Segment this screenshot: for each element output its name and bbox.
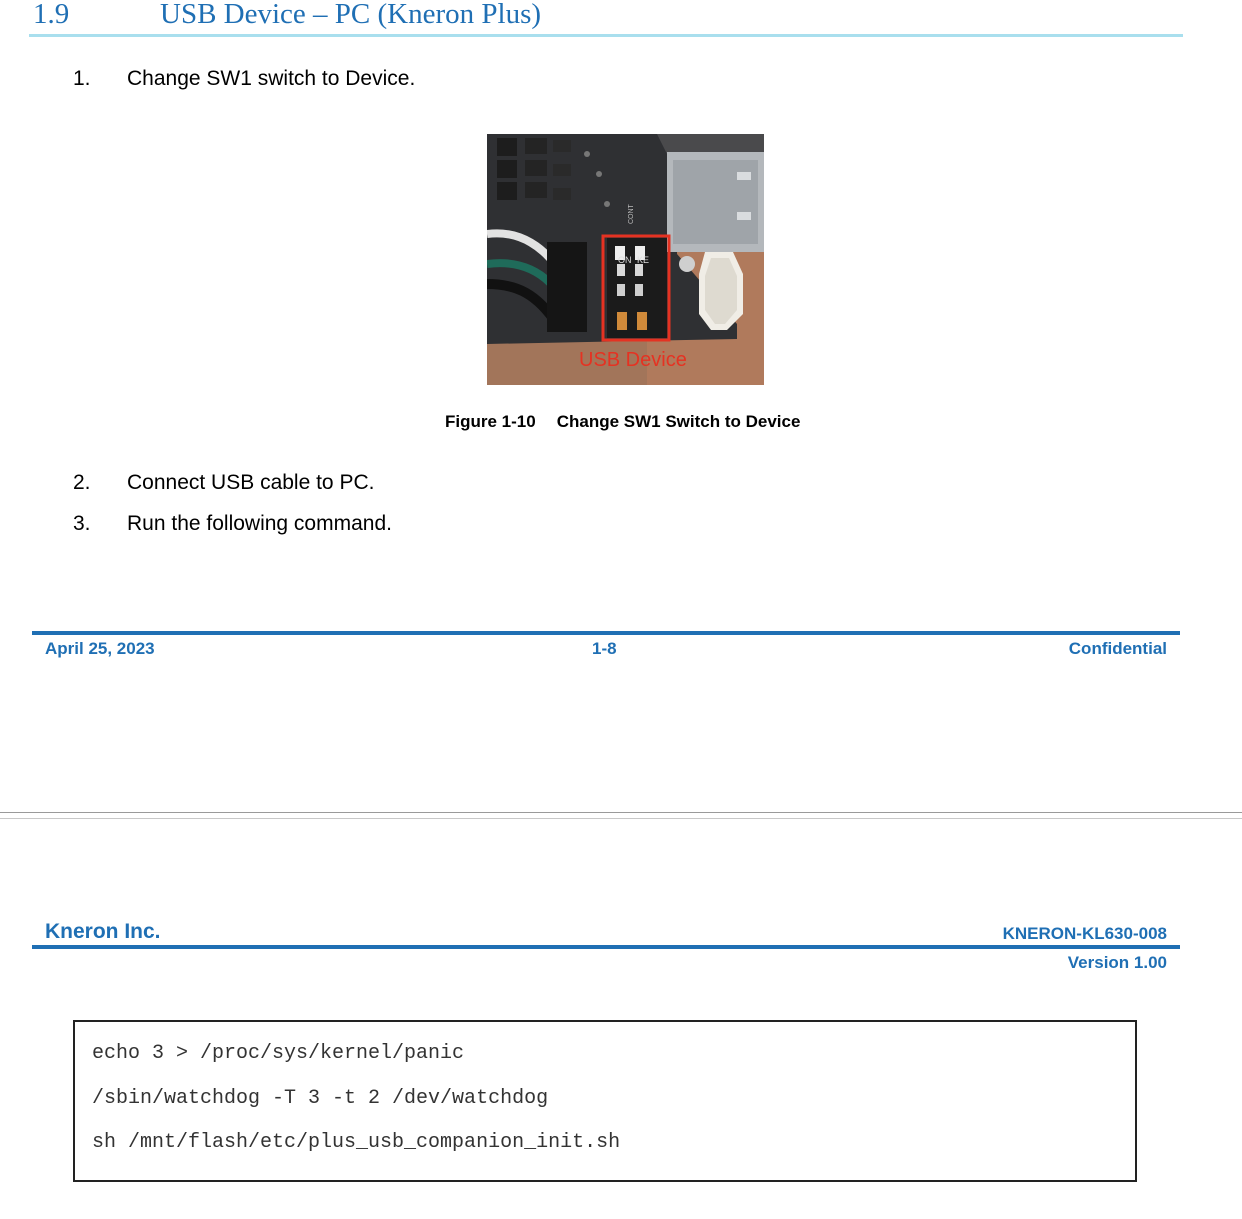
footer-date: April 25, 2023 bbox=[45, 639, 155, 658]
switch-on-label: ON bbox=[618, 255, 632, 265]
section-number: 1.9 bbox=[33, 0, 70, 30]
step-2-number: 2. bbox=[73, 471, 91, 494]
board-illustration bbox=[487, 134, 764, 385]
page-break-line bbox=[0, 812, 1242, 813]
footer-classification: Confidential bbox=[1068, 639, 1167, 658]
footer-page-number: 1-8 bbox=[592, 639, 617, 658]
page-break-line-lower bbox=[0, 818, 1242, 819]
figure-caption bbox=[445, 411, 800, 433]
step-1-text: Change SW1 switch to Device. bbox=[127, 67, 416, 90]
figure-caption-text: Change SW1 Switch to Device bbox=[556, 412, 801, 431]
header-company: Kneron Inc. bbox=[45, 920, 161, 943]
step-3-number: 3. bbox=[73, 512, 91, 535]
header-divider bbox=[32, 945, 1180, 949]
code-line: sh /mnt/flash/etc/plus_usb_companion_init.sh bbox=[92, 1131, 621, 1154]
footer-divider bbox=[32, 631, 1180, 635]
code-line: /sbin/watchdog -T 3 -t 2 /dev/watchdog bbox=[92, 1087, 549, 1110]
board-photo bbox=[487, 134, 764, 385]
step-1-number: 1. bbox=[73, 67, 91, 90]
switch-ke-label: KE bbox=[637, 255, 650, 265]
step-2-text: Connect USB cable to PC. bbox=[127, 471, 375, 494]
command-code-block bbox=[73, 1020, 1137, 1182]
section-title: USB Device – PC (Kneron Plus) bbox=[160, 0, 542, 30]
header-version: Version 1.00 bbox=[1067, 953, 1167, 972]
code-line: echo 3 > /proc/sys/kernel/panic bbox=[92, 1042, 465, 1065]
usb-device-overlay: USB Device bbox=[579, 349, 687, 371]
figure-caption-number: Figure 1-10 bbox=[445, 412, 536, 431]
step-3-text: Run the following command. bbox=[127, 512, 392, 535]
board-cont-label: CONT bbox=[628, 204, 635, 224]
header-document-id: KNERON-KL630-008 bbox=[1002, 924, 1167, 943]
section-divider bbox=[29, 34, 1183, 37]
